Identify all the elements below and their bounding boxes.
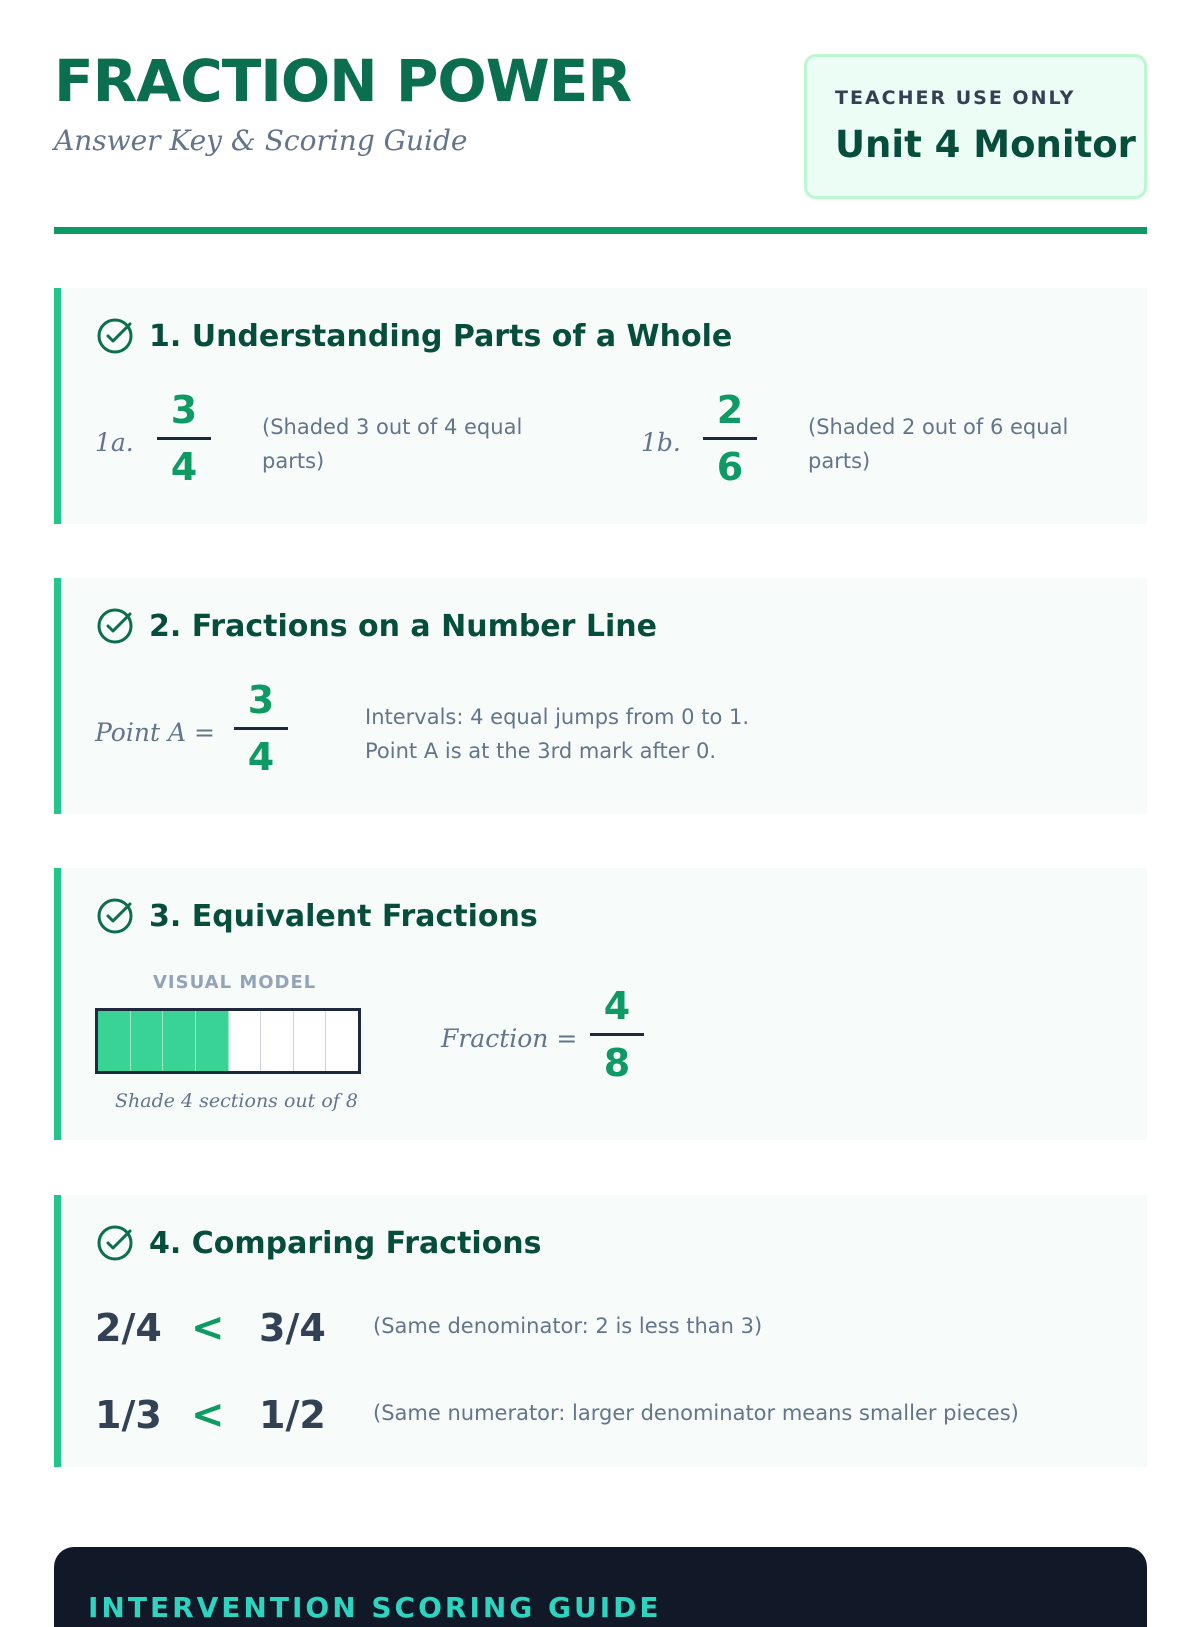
section-header [95, 896, 538, 936]
section-title: 3. Equivalent Fractions [149, 898, 538, 934]
unshaded-segment [261, 1011, 294, 1071]
comparison-right: 3/4 [259, 1306, 326, 1350]
comparison-symbol: < [191, 1305, 225, 1351]
comparison-note: (Same denominator: 2 is less than 3) [373, 1314, 763, 1338]
fraction-answer-point-a [234, 677, 288, 780]
answer-note-1a: (Shaded 3 out of 4 equal parts) [262, 415, 523, 473]
numerator: 3 [247, 678, 275, 722]
check-circle-icon [95, 316, 135, 356]
check-circle-icon [95, 896, 135, 936]
fraction-bar [703, 437, 757, 440]
section-card-3 [54, 868, 1147, 1140]
unshaded-segment [229, 1011, 262, 1071]
teacher-badge [804, 54, 1147, 199]
denominator: 8 [603, 1041, 631, 1085]
denominator: 4 [170, 445, 198, 489]
comparison-left: 2/4 [95, 1306, 162, 1350]
page-header [54, 47, 1147, 232]
scoring-guide-panel [54, 1547, 1147, 1627]
fraction-label: Fraction = [441, 1024, 578, 1053]
shaded-segment [98, 1011, 131, 1071]
note-line: Intervals: 4 equal jumps from 0 to 1. [365, 705, 750, 729]
shaded-segment [131, 1011, 164, 1071]
fraction-bar [157, 437, 211, 440]
section-header [95, 1223, 542, 1263]
scoring-guide-title: INTERVENTION SCORING GUIDE [88, 1591, 662, 1624]
number-line-note [365, 700, 885, 768]
comparison-symbol: < [191, 1392, 225, 1438]
fraction-bar [590, 1033, 644, 1036]
section-header [95, 316, 732, 356]
item-label-1a: 1a. [95, 428, 134, 457]
answer-note-1b: (Shaded 2 out of 6 equal parts) [808, 415, 1069, 473]
comparison-left: 1/3 [95, 1393, 162, 1437]
visual-model-label: VISUAL MODEL [153, 972, 317, 993]
section-card-1 [54, 288, 1147, 524]
page-title: FRACTION POWER [54, 47, 631, 115]
header-divider [54, 227, 1147, 234]
unshaded-segment [326, 1011, 358, 1071]
numerator: 3 [170, 388, 198, 432]
fraction-answer-1a [157, 387, 211, 490]
section-card-4 [54, 1195, 1147, 1467]
badge-label: TEACHER USE ONLY [835, 87, 1076, 109]
shaded-segment [196, 1011, 229, 1071]
fraction-answer-1b [703, 387, 757, 490]
unshaded-segment [294, 1011, 327, 1071]
denominator: 6 [716, 445, 744, 489]
shaded-segment [163, 1011, 196, 1071]
comparison-note: (Same numerator: larger denominator means smaller pieces) [373, 1401, 1019, 1425]
visual-model-caption: Shade 4 sections out of 8 [115, 1090, 358, 1112]
section-title: 4. Comparing Fractions [149, 1225, 542, 1261]
fraction-bar [234, 727, 288, 730]
point-a-label: Point A = [95, 718, 215, 747]
item-label-1b: 1b. [641, 428, 681, 457]
note-line: Point A is at the 3rd mark after 0. [365, 739, 717, 763]
section-header [95, 606, 657, 646]
numerator: 4 [603, 984, 631, 1028]
denominator: 4 [247, 735, 275, 779]
fraction-answer-equivalent [590, 983, 644, 1086]
fraction-bar-model [95, 1008, 361, 1074]
check-circle-icon [95, 606, 135, 646]
section-card-2 [54, 578, 1147, 814]
section-title: 1. Understanding Parts of a Whole [149, 318, 733, 354]
check-circle-icon [95, 1223, 135, 1263]
comparison-right: 1/2 [259, 1393, 326, 1437]
badge-value: Unit 4 Monitor [835, 123, 1136, 166]
section-title: 2. Fractions on a Number Line [149, 608, 657, 644]
page-subtitle: Answer Key & Scoring Guide [54, 124, 468, 157]
numerator: 2 [716, 388, 744, 432]
